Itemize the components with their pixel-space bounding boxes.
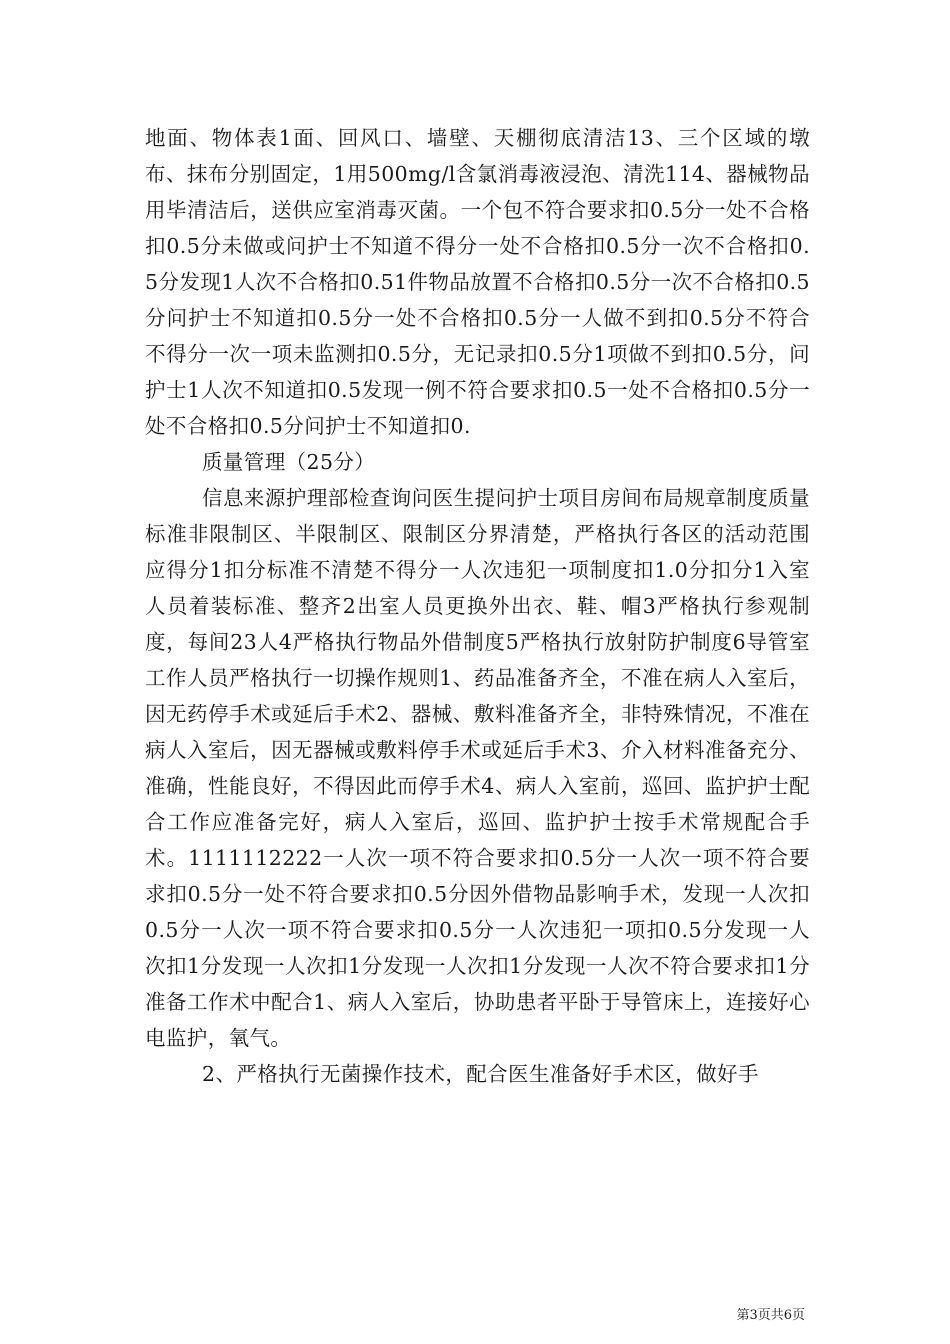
paragraph-cleaning-rules: 地面、物体表1面、回风口、墙壁、天棚彻底清洁13、三个区域的墩布、抹布分别固定，1用500mg/l含氯消毒液浸泡、清洗114、器械物品用毕清洁后，送供应室消毒灭菌。一个包不符合要求扣0.5分一处不合格扣0.5分未做或问护士不知道不得分一处不合格扣0.5分一次不合格扣0.5分发现1人次不合格扣0.51件物品放置不合格扣0.5分一次不合格扣0.5分问护士不知道扣0.5分一处不合格扣0.5分一人做不到扣0.5分不符合不得分一次一项未监测扣0.5分，无记录扣0.5分1项做不到扣0.5分，问护士1人次不知道扣0.5发现一例不符合要求扣0.5一处不合格扣0.5分一处不合格扣0.5分问护士不知道扣0. [145, 126, 810, 438]
section-heading-quality-management: 质量管理（25分） [202, 450, 376, 474]
paragraph-quality-standards: 信息来源护理部检查询问医生提问护士项目房间布局规章制度质量标准非限制区、半限制区、限制区分界清楚，严格执行各区的活动范围应得分1扣分标准不清楚不得分一人次违犯一项制度扣1.0分扣分1入室人员着装标准、整齐2出室人员更换外出衣、鞋、帽3严格执行参观制度，每间23人4严格执行物品外借制度5严格执行放射防护制度6导管室工作人员严格执行一切操作规则1、药品准备齐全，不准在病人入室后，因无药停手术或延后手术2、器械、敷料准备齐全，非特殊情况，不准在病人入室后，因无器械或敷料停手术或延后手术3、介入材料准备充分、准确，性能良好，不得因此而停手术4、病人入室前，巡回、监护护士配合工作应准备完好，病人入室后，巡回、监护护士按手术常规配合手术。1111112222一人次一项不符合要求扣0.5分一人次一项不符合要求扣0.5分一处不符合要求扣0.5分因外借物品影响手术，发现一人次扣0.5分一人次一项不符合要求扣0.5分一人次违犯一项扣0.5分发现一人次扣1分发现一人次扣1分发现一人次扣1分发现一人次不符合要求扣1分准备工作术中配合1、病人入室后，协助患者平卧于导管床上，连接好心电监护，氧气。 [145, 486, 810, 1050]
page-number: 第3页共6页 [736, 1308, 805, 1323]
paragraph-aseptic-technique: 2、严格执行无菌操作技术，配合医生准备好手术区，做好手 [202, 1062, 759, 1086]
document-body [145, 120, 810, 1092]
